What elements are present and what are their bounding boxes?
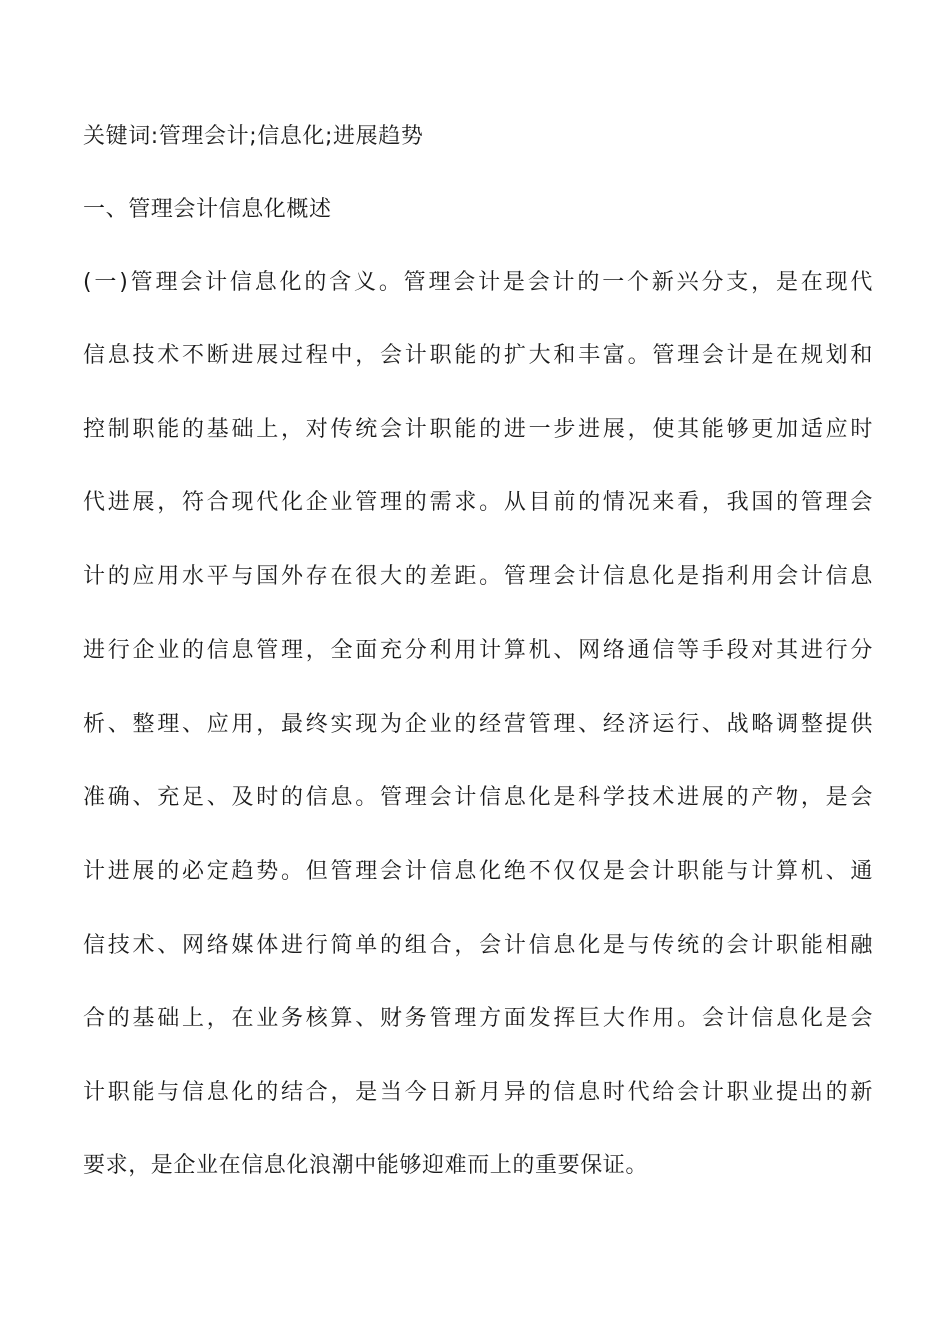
paragraph-line: 代进展，符合现代化企业管理的需求。从目前的情况来看，我国的管理会 (83, 490, 873, 515)
paragraph-line: (一)管理会计信息化的含义。管理会计是会计的一个新兴分支，是在现代 (83, 270, 873, 295)
paragraph-line: 进行企业的信息管理，全面充分利用计算机、网络通信等手段对其进行分 (83, 638, 873, 663)
paragraph-line: 计职能与信息化的结合，是当今日新月异的信息时代给会计职业提出的新 (83, 1080, 873, 1105)
paragraph-line: 计的应用水平与国外存在很大的差距。管理会计信息化是指利用会计信息 (83, 564, 873, 589)
section-heading: 一、管理会计信息化概述 (83, 197, 332, 222)
paragraph-line: 控制职能的基础上，对传统会计职能的进一步进展，使其能够更加适应时 (83, 417, 873, 442)
paragraph-line: 信息技术不断进展过程中，会计职能的扩大和丰富。管理会计是在规划和 (83, 343, 873, 368)
paragraph-line: 准确、充足、及时的信息。管理会计信息化是科学技术进展的产物，是会 (83, 785, 873, 810)
paragraph-line: 析、整理、应用，最终实现为企业的经营管理、经济运行、战略调整提供 (83, 712, 873, 737)
paragraph-line: 计进展的必定趋势。但管理会计信息化绝不仅仅是会计职能与计算机、通 (83, 859, 873, 884)
keywords-line: 关键词:管理会计;信息化;进展趋势 (83, 124, 424, 149)
paragraph-line: 合的基础上，在业务核算、财务管理方面发挥巨大作用。会计信息化是会 (83, 1006, 873, 1031)
paragraph-line: 信技术、网络媒体进行简单的组合，会计信息化是与传统的会计职能相融 (83, 933, 873, 958)
paragraph-line-last: 要求，是企业在信息化浪潮中能够迎难而上的重要保证。 (83, 1153, 649, 1178)
